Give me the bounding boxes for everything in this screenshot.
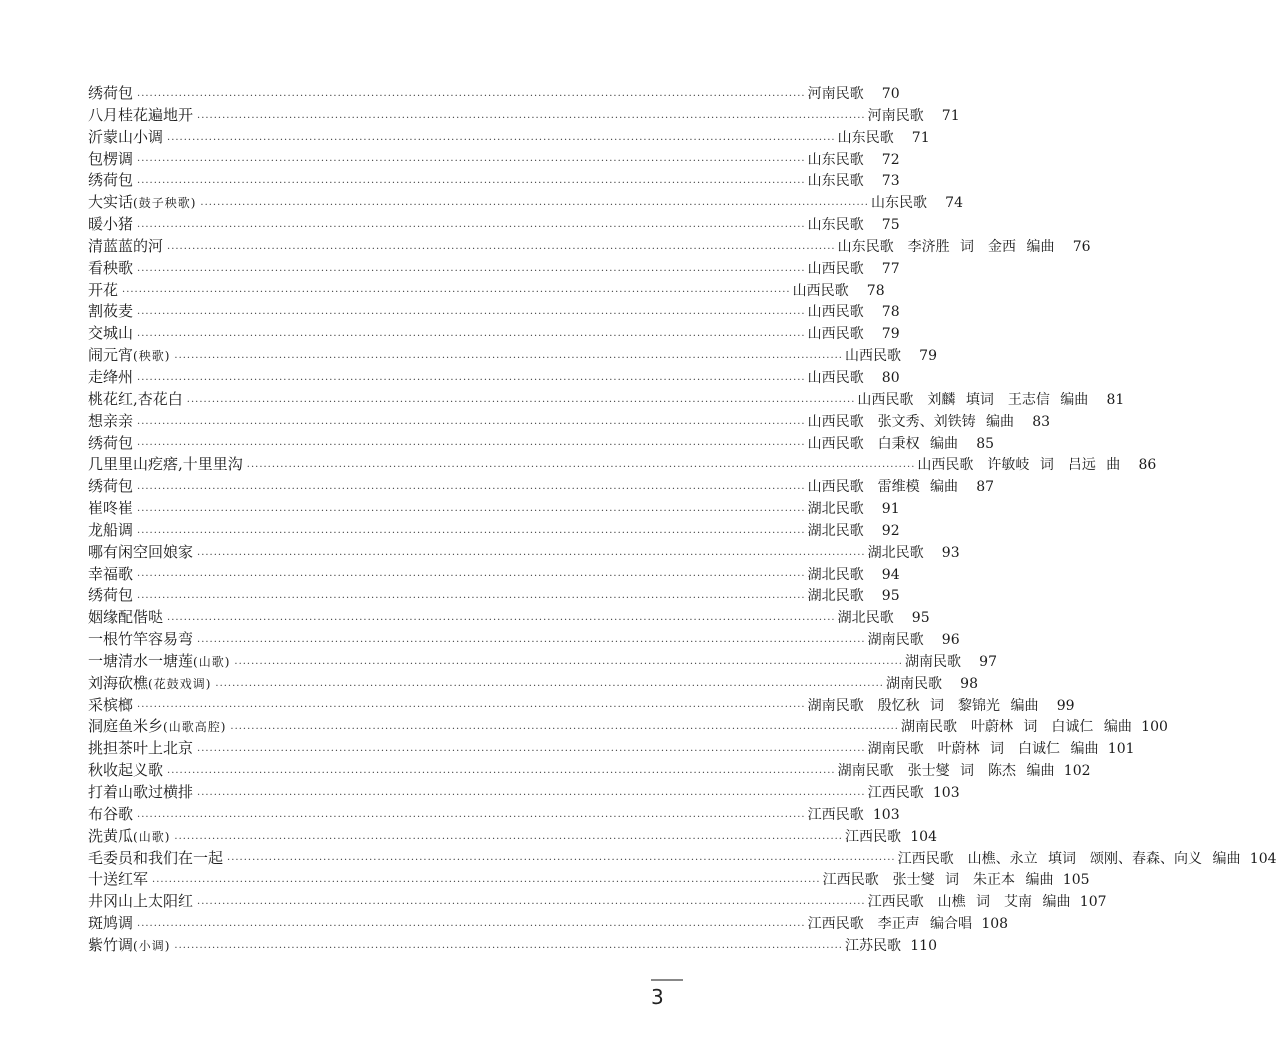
dot-leader: ································································································································································: [137, 374, 806, 386]
song-credit: 湖南民歌: [904, 653, 961, 670]
page-ref: 87: [976, 479, 995, 496]
song-credit: 山西民歌 刘麟 填词 王志信 编曲: [857, 391, 1089, 408]
toc-entry[interactable]: [88, 935, 937, 958]
song-credit: 山西民歌: [807, 326, 864, 343]
song-note: (鼓子秧歌): [133, 196, 197, 211]
toc-entry[interactable]: [88, 520, 900, 543]
dot-leader: ································································································································································: [137, 221, 806, 233]
toc-entry[interactable]: [88, 149, 900, 172]
song-title: 洞庭鱼米乡(山歌高腔): [88, 717, 227, 736]
dot-leader: ································································································································································: [137, 178, 806, 190]
dot-leader: ································································································································································: [186, 396, 856, 408]
page-ref: 73: [881, 173, 900, 190]
song-credit: 江苏民歌: [844, 937, 901, 954]
song-title: 绣荷包: [88, 171, 134, 190]
page-ref: 95: [881, 588, 900, 605]
song-title: 一根竹竿容易弯: [88, 630, 194, 649]
page-ref: 78: [881, 304, 900, 321]
dot-leader: ································································································································································: [122, 287, 791, 299]
toc-entry[interactable]: [88, 280, 885, 303]
page-ref: 101: [1107, 741, 1135, 758]
song-credit: 河南民歌: [867, 107, 924, 124]
song-credit: 山东民歌: [807, 217, 864, 234]
footer-rule: [651, 979, 683, 981]
toc-entry[interactable]: [88, 870, 1090, 892]
dot-leader: ································································································································································: [137, 90, 806, 102]
song-credit: 湖北民歌: [867, 544, 924, 561]
song-title: 斑鸠调: [88, 914, 134, 933]
toc-entry[interactable]: [88, 389, 1125, 412]
dot-leader: ································································································································································: [137, 440, 806, 452]
dot-leader: ································································································································································: [197, 899, 866, 911]
page-ref: 83: [1032, 413, 1051, 430]
song-title: 姻缘配偕哒: [88, 608, 164, 627]
song-credit: 江西民歌: [844, 828, 901, 845]
song-title: 绣荷包: [88, 586, 134, 605]
song-title: 包楞调: [88, 149, 134, 168]
song-credit: 山东民歌: [807, 151, 864, 168]
toc-entry[interactable]: [88, 171, 900, 193]
song-title: 八月桂花遍地开: [88, 105, 194, 124]
page-ref: 93: [941, 544, 960, 561]
page-ref: 71: [911, 129, 930, 146]
dot-leader: ································································································································································: [137, 920, 806, 932]
dot-leader: ································································································································································: [137, 331, 806, 343]
dot-leader: ································································································································································: [137, 571, 806, 583]
dot-leader: ································································································································································: [167, 615, 836, 627]
dot-leader: ································································································································································: [137, 593, 806, 605]
page-ref: 100: [1141, 719, 1168, 736]
song-credit: 山西民歌: [792, 282, 849, 299]
song-credit: 山西民歌: [807, 304, 864, 321]
toc-entry[interactable]: [88, 455, 1157, 477]
page-ref: 77: [881, 260, 900, 277]
song-credit: 山西民歌: [807, 260, 864, 277]
song-title: 毛委员和我们在一起: [88, 848, 224, 867]
page-ref: 75: [881, 217, 900, 234]
toc-entry[interactable]: [88, 542, 960, 565]
song-credit: 湖南民歌 叶蔚林 词 白诚仁 编曲: [867, 741, 1099, 758]
toc-entry[interactable]: [88, 892, 1107, 914]
song-credit: 江西民歌 李正声 编合唱: [807, 916, 973, 933]
dot-leader: ································································································································································: [137, 484, 806, 496]
toc-entry[interactable]: [88, 673, 978, 696]
toc-entry[interactable]: [88, 477, 995, 499]
song-title: 暖小猪: [88, 215, 134, 234]
page-ref: 95: [911, 610, 930, 627]
page-ref: 107: [1079, 894, 1107, 911]
page-ref: 79: [919, 348, 937, 365]
song-note: (小调): [133, 938, 171, 953]
song-title: 龙船调: [88, 520, 134, 539]
song-title: 挑担茶叶上北京: [88, 739, 194, 758]
song-credit: 湖北民歌: [807, 522, 864, 539]
song-credit: 湖北民歌: [837, 610, 894, 627]
song-note: (山歌): [133, 829, 171, 844]
song-credit: 山西民歌: [807, 369, 864, 386]
toc-entry[interactable]: [88, 739, 1135, 761]
page-ref: 96: [941, 632, 960, 649]
song-title: 绣荷包: [88, 433, 134, 452]
song-credit: 山东民歌: [870, 195, 927, 212]
page-ref: 103: [932, 785, 960, 801]
toc-entry[interactable]: [88, 761, 1091, 783]
page-ref: 72: [881, 151, 900, 168]
song-title: 桃花红,杏花白: [88, 389, 183, 408]
dot-leader: ································································································································································: [167, 243, 836, 255]
dot-leader: ································································································································································: [174, 352, 843, 364]
toc-entry[interactable]: [88, 630, 960, 652]
toc-entry[interactable]: [88, 105, 960, 128]
song-credit: 湖南民歌 殷忆秋 词 黎锦光 编曲: [807, 697, 1039, 714]
song-credit: 湖南民歌 叶蔚林 词 白诚仁 编曲: [900, 719, 1132, 736]
song-title: 幸福歌: [88, 564, 134, 583]
page-ref: 79: [881, 326, 900, 343]
song-title: 绣荷包: [88, 84, 134, 102]
dot-leader: ································································································································································: [197, 112, 866, 124]
page-ref: 91: [881, 501, 900, 518]
dot-leader: ································································································································································: [197, 636, 866, 648]
toc-entry[interactable]: [88, 193, 963, 215]
song-credit: 山东民歌 李济胜 词 金西 编曲: [837, 238, 1055, 255]
toc-entry[interactable]: [88, 564, 900, 587]
toc-entry[interactable]: [88, 302, 900, 324]
song-title: 秋收起义歌: [88, 761, 164, 780]
dot-leader: ································································································································································: [152, 877, 821, 889]
song-title: 哪有闲空回娘家: [88, 542, 194, 561]
song-credit: 江西民歌 山樵、永立 填词 颂刚、春森、向义 编曲: [897, 850, 1241, 867]
page-ref: 85: [976, 435, 995, 452]
toc-entry[interactable]: [88, 848, 1277, 871]
toc-entry[interactable]: [88, 236, 1091, 259]
toc-entry[interactable]: [88, 127, 930, 150]
dot-leader: ································································································································································: [200, 200, 869, 212]
toc-entry[interactable]: [88, 433, 995, 456]
dot-leader: ································································································································································: [234, 658, 903, 670]
page-ref: 71: [941, 107, 960, 124]
dot-leader: ································································································································································: [137, 418, 806, 430]
song-title: 打着山歌过横排: [88, 783, 194, 801]
page-ref: 76: [1072, 238, 1091, 255]
song-credit: 湖北民歌: [807, 566, 864, 583]
song-credit: 山西民歌 许敏岐 词 吕远 曲: [917, 457, 1121, 474]
song-title: 割莜麦: [88, 302, 134, 321]
song-title: 走绛州: [88, 367, 134, 386]
song-credit: 山西民歌: [844, 348, 901, 365]
dot-leader: ································································································································································: [246, 462, 916, 474]
song-credit: 湖北民歌: [807, 501, 864, 518]
song-credit: 江西民歌 山樵 词 艾南 编曲: [867, 894, 1071, 911]
dot-leader: ································································································································································: [174, 942, 843, 954]
toc-entry[interactable]: [88, 783, 960, 805]
song-credit: 江西民歌: [807, 806, 864, 823]
song-title: 清蓝蓝的河: [88, 236, 164, 255]
song-note: (花鼓戏调): [148, 676, 212, 691]
song-title: 紫竹调(小调): [88, 935, 171, 954]
toc-entry[interactable]: [88, 367, 900, 390]
toc-entry[interactable]: [88, 215, 900, 237]
song-title: 开花: [88, 280, 119, 299]
toc-entry[interactable]: [88, 499, 900, 521]
dot-leader: ································································································································································: [137, 527, 806, 539]
toc-entry[interactable]: [88, 258, 900, 281]
toc-entry[interactable]: [88, 324, 900, 346]
song-note: (秧歌): [133, 349, 171, 364]
dot-leader: ································································································································································: [137, 811, 806, 823]
dot-leader: ································································································································································: [197, 746, 866, 758]
page-ref: 103: [872, 806, 900, 823]
song-note: (山歌): [193, 654, 231, 669]
song-title: 几里里山疙瘩,十里里沟: [88, 455, 243, 474]
song-credit: 河南民歌: [807, 86, 864, 102]
song-credit: 湖北民歌: [807, 588, 864, 605]
toc-entry[interactable]: [88, 586, 900, 608]
page-ref: 70: [881, 86, 900, 102]
song-credit: 湖南民歌 张士燮 词 陈杰 编曲: [837, 763, 1055, 780]
page-ref: 104: [910, 828, 937, 845]
page-ref: 97: [979, 653, 997, 670]
song-title: 刘海砍樵(花鼓戏调): [88, 673, 212, 692]
table-of-contents: [88, 84, 1277, 958]
song-title: 看秧歌: [88, 258, 134, 277]
dot-leader: ································································································································································: [174, 833, 843, 845]
song-credit: 山西民歌 张文秀、刘铁铸 编曲: [807, 413, 1015, 430]
page-ref: 92: [881, 522, 900, 539]
song-title: 闹元宵(秧歌): [88, 346, 171, 365]
song-title: 布谷歌: [88, 804, 134, 823]
page-ref: 110: [910, 937, 937, 954]
dot-leader: ································································································································································: [137, 309, 806, 321]
page-ref: 99: [1056, 697, 1075, 714]
page-ref: 98: [960, 675, 978, 692]
song-title: 一塘清水一塘莲(山歌): [88, 651, 231, 670]
toc-entry[interactable]: [88, 346, 937, 368]
dot-leader: ································································································································································: [197, 789, 866, 801]
song-credit: 山东民歌: [837, 129, 894, 146]
song-title: 交城山: [88, 324, 134, 343]
song-credit: 湖南民歌: [885, 675, 942, 692]
toc-entry[interactable]: [88, 914, 1009, 936]
toc-entry[interactable]: [88, 608, 930, 630]
dot-leader: ································································································································································: [167, 768, 836, 779]
toc-entry[interactable]: [88, 411, 1051, 434]
page-number: 3: [651, 985, 664, 1009]
dot-leader: ································································································································································: [167, 134, 836, 146]
page-ref: 105: [1062, 872, 1090, 889]
page-ref: 108: [981, 916, 1009, 933]
song-credit: 山西民歌 白秉权 编曲: [807, 435, 959, 452]
toc-entry[interactable]: [88, 695, 1075, 718]
song-title: 十送红军: [88, 870, 149, 889]
song-credit: 江西民歌 张士燮 词 朱正本 编曲: [822, 872, 1054, 889]
toc-entry[interactable]: [88, 804, 900, 827]
toc-entry[interactable]: [88, 651, 997, 674]
page-ref: 104: [1249, 850, 1277, 867]
dot-leader: ································································································································································: [137, 702, 806, 714]
song-credit: 山东民歌: [807, 173, 864, 190]
toc-entry[interactable]: [88, 84, 900, 106]
song-note: (山歌高腔): [163, 720, 227, 735]
song-title: 采槟榔: [88, 695, 134, 714]
dot-leader: ································································································································································: [137, 156, 806, 168]
song-title: 井冈山上太阳红: [88, 892, 194, 911]
page-ref: 81: [1106, 391, 1125, 408]
dot-leader: ································································································································································: [197, 549, 866, 561]
song-title: 崔咚崔: [88, 499, 134, 518]
page-ref: 86: [1138, 457, 1157, 474]
toc-entry[interactable]: [88, 826, 937, 849]
song-title: 沂蒙山小调: [88, 127, 164, 146]
dot-leader: ································································································································································: [137, 265, 806, 277]
page-ref: 74: [945, 195, 963, 212]
song-credit: 江西民歌: [867, 785, 924, 801]
toc-entry[interactable]: [88, 717, 1168, 739]
page-ref: 94: [881, 566, 900, 583]
page-ref: 80: [881, 369, 900, 386]
dot-leader: ································································································································································: [215, 680, 884, 692]
dot-leader: ································································································································································: [230, 724, 899, 736]
page-ref: 102: [1063, 763, 1091, 780]
page-ref: 78: [866, 282, 885, 299]
song-credit: 山西民歌 雷维模 编曲: [807, 479, 959, 496]
song-title: 想亲亲: [88, 411, 134, 430]
dot-leader: ································································································································································: [227, 855, 896, 867]
song-title: 洗黄瓜(山歌): [88, 826, 171, 845]
dot-leader: ································································································································································: [137, 505, 806, 517]
song-credit: 湖南民歌: [867, 632, 924, 649]
song-title: 大实话(鼓子秧歌): [88, 193, 197, 212]
song-title: 绣荷包: [88, 477, 134, 496]
